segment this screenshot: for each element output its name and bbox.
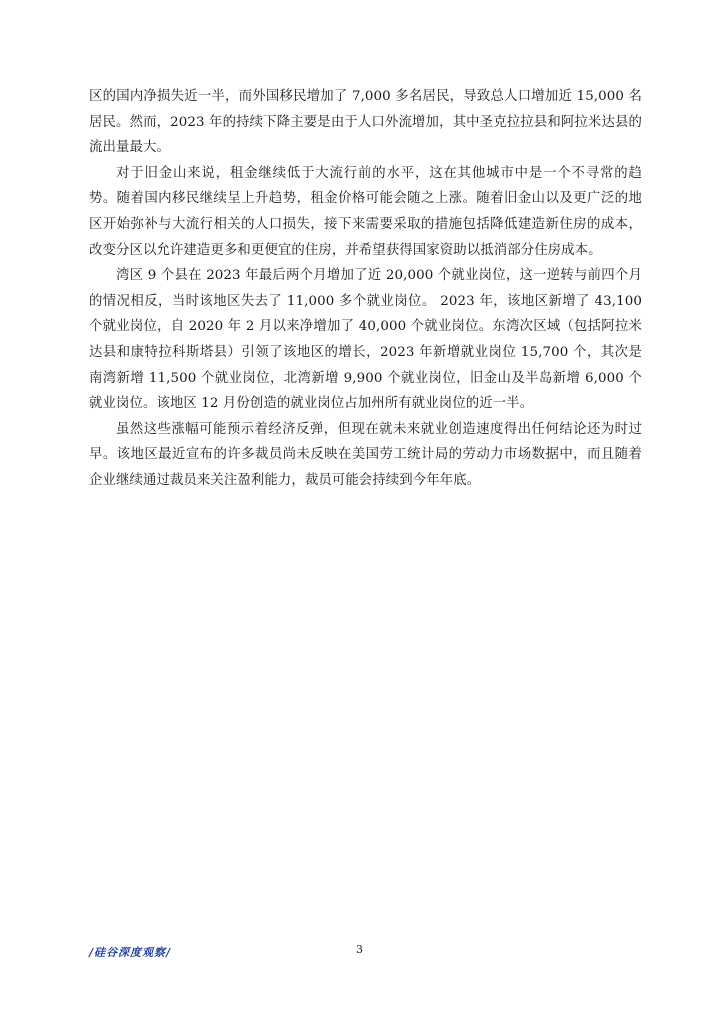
paragraph: 虽然这些涨幅可能预示着经济反弹，但现在就未来就业创造速度得出任何结论还为时过早。该地区最近宣布的许多裁员尚未反映在美国劳工统计局的劳动力市场数据中，而且随着企业继续通过裁员来关注盈利能力，裁员可能会持续到今年年底。 (89, 421, 642, 488)
paragraph: 对于旧金山来说，租金继续低于大流行前的水平，这在其他城市中是一个不寻常的趋势。随着国内移民继续呈上升趋势，租金价格可能会随之上涨。随着旧金山以及更广泛的地区开始弥补与大流行相关的人口损失，接下来需要采取的措施包括降低建造新住房的成本，改变分区以允许建造更多和更便宜的住房，并希望获得国家资助以抵消部分住房成本。 (89, 165, 642, 258)
paragraph: 湾区 9 个县在 2023 年最后两个月增加了近 20,000 个就业岗位，这一逆转与前四个月的情况相反，当时该地区失去了 11,000 多个就业岗位。 2023 年，该地区新增了 43,100 个就业岗位，自 2020 年 2 月以来净增加了 40,000 个就业岗位。东湾次区域（包括阿拉米达县和康特拉科斯塔县）引领了该地区的增长，2023 年新增就业岗位 15,700 个，其次是南湾新增 11,500 个就业岗位，北湾新增 9,900 个就业岗位，旧金山及半岛新增 6,000 个就业岗位。该地区 12 月份创造的就业岗位占加州所有就业岗位的近一半。 (89, 268, 642, 412)
page-number: 3 (356, 943, 363, 956)
footer-publication-name: /硅谷深度观察/ (89, 946, 172, 959)
paragraph: 区的国内净损失近一半，而外国移民增加了 7,000 多名居民，导致总人口增加近 15,000 名居民。然而，2023 年的持续下降主要是由于人口外流增加，其中圣克拉拉县和阿拉米达县的流出量最大。 (89, 89, 642, 156)
body-text (89, 84, 642, 494)
